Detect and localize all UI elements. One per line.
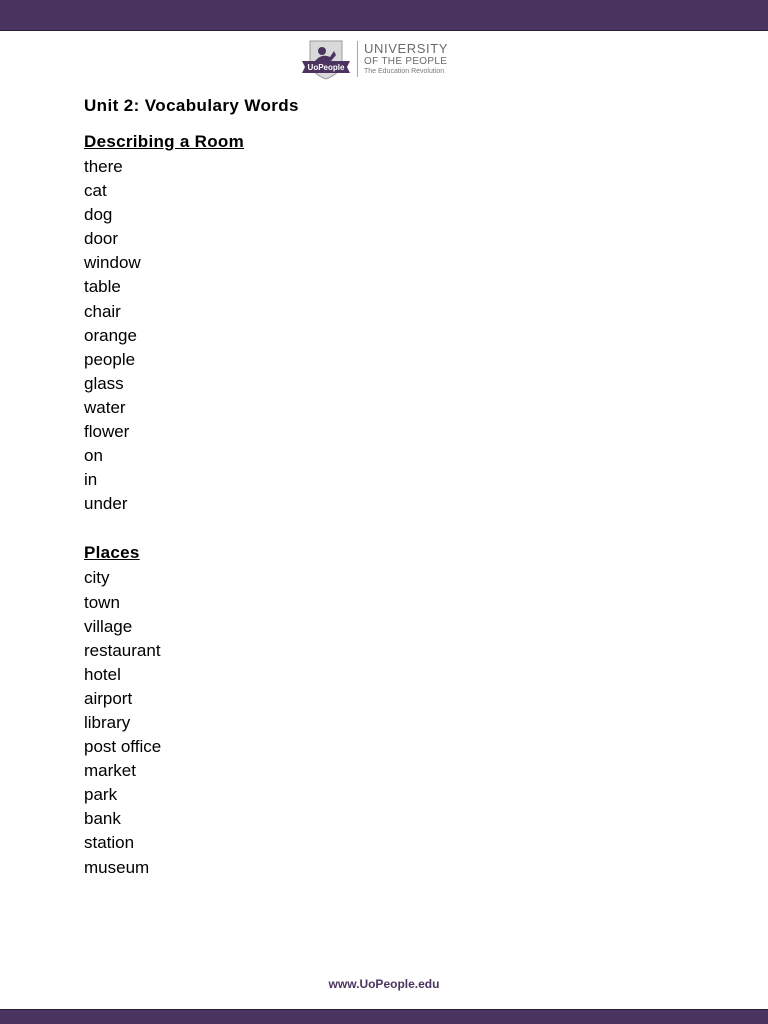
logo-separator bbox=[357, 41, 358, 77]
document-title: Unit 2: Vocabulary Words bbox=[84, 96, 299, 115]
list-item: station bbox=[84, 833, 135, 853]
word-list-describing-a-room bbox=[84, 155, 299, 516]
list-item: table bbox=[84, 277, 121, 297]
list-item: bank bbox=[84, 809, 121, 829]
logo-line-university: UNIVERSITY bbox=[364, 41, 449, 56]
list-item: airport bbox=[84, 688, 133, 708]
section-heading-describing-a-room: Describing a Room bbox=[84, 132, 245, 151]
list-item: market bbox=[84, 761, 136, 781]
list-item: water bbox=[84, 397, 126, 417]
list-item: people bbox=[84, 349, 136, 369]
shield-text: UoPeople bbox=[307, 63, 345, 72]
bottom-footer-band bbox=[0, 1009, 768, 1024]
list-item: in bbox=[84, 470, 98, 490]
logo-line-of-the-people: OF THE PEOPLE bbox=[364, 56, 448, 67]
list-item: library bbox=[84, 712, 131, 732]
logo-tagline: The Education Revolution bbox=[364, 68, 445, 75]
list-item: on bbox=[84, 446, 103, 466]
list-item: restaurant bbox=[84, 640, 161, 660]
document-body bbox=[84, 93, 299, 880]
list-item: orange bbox=[84, 325, 137, 345]
section-heading-places: Places bbox=[84, 543, 140, 563]
list-item: dog bbox=[84, 205, 113, 225]
footer-website-link[interactable]: www.UoPeople.edu bbox=[328, 977, 440, 991]
word-list-places bbox=[84, 566, 299, 879]
list-item: post office bbox=[84, 737, 162, 757]
list-item: hotel bbox=[84, 664, 121, 684]
list-item: there bbox=[84, 157, 123, 176]
list-item: town bbox=[84, 592, 120, 612]
list-item: flower bbox=[84, 422, 130, 442]
university-logo bbox=[300, 39, 460, 81]
list-item: window bbox=[84, 253, 141, 273]
list-item: village bbox=[84, 616, 133, 636]
shield-emblem-icon bbox=[300, 39, 352, 81]
list-item: glass bbox=[84, 373, 124, 393]
list-item: under bbox=[84, 494, 128, 514]
list-item: door bbox=[84, 229, 119, 249]
list-item: chair bbox=[84, 301, 121, 321]
list-item: museum bbox=[84, 857, 150, 877]
top-header-band bbox=[0, 0, 768, 31]
list-item: city bbox=[84, 568, 110, 588]
list-item: park bbox=[84, 785, 118, 805]
list-item: cat bbox=[84, 181, 107, 201]
